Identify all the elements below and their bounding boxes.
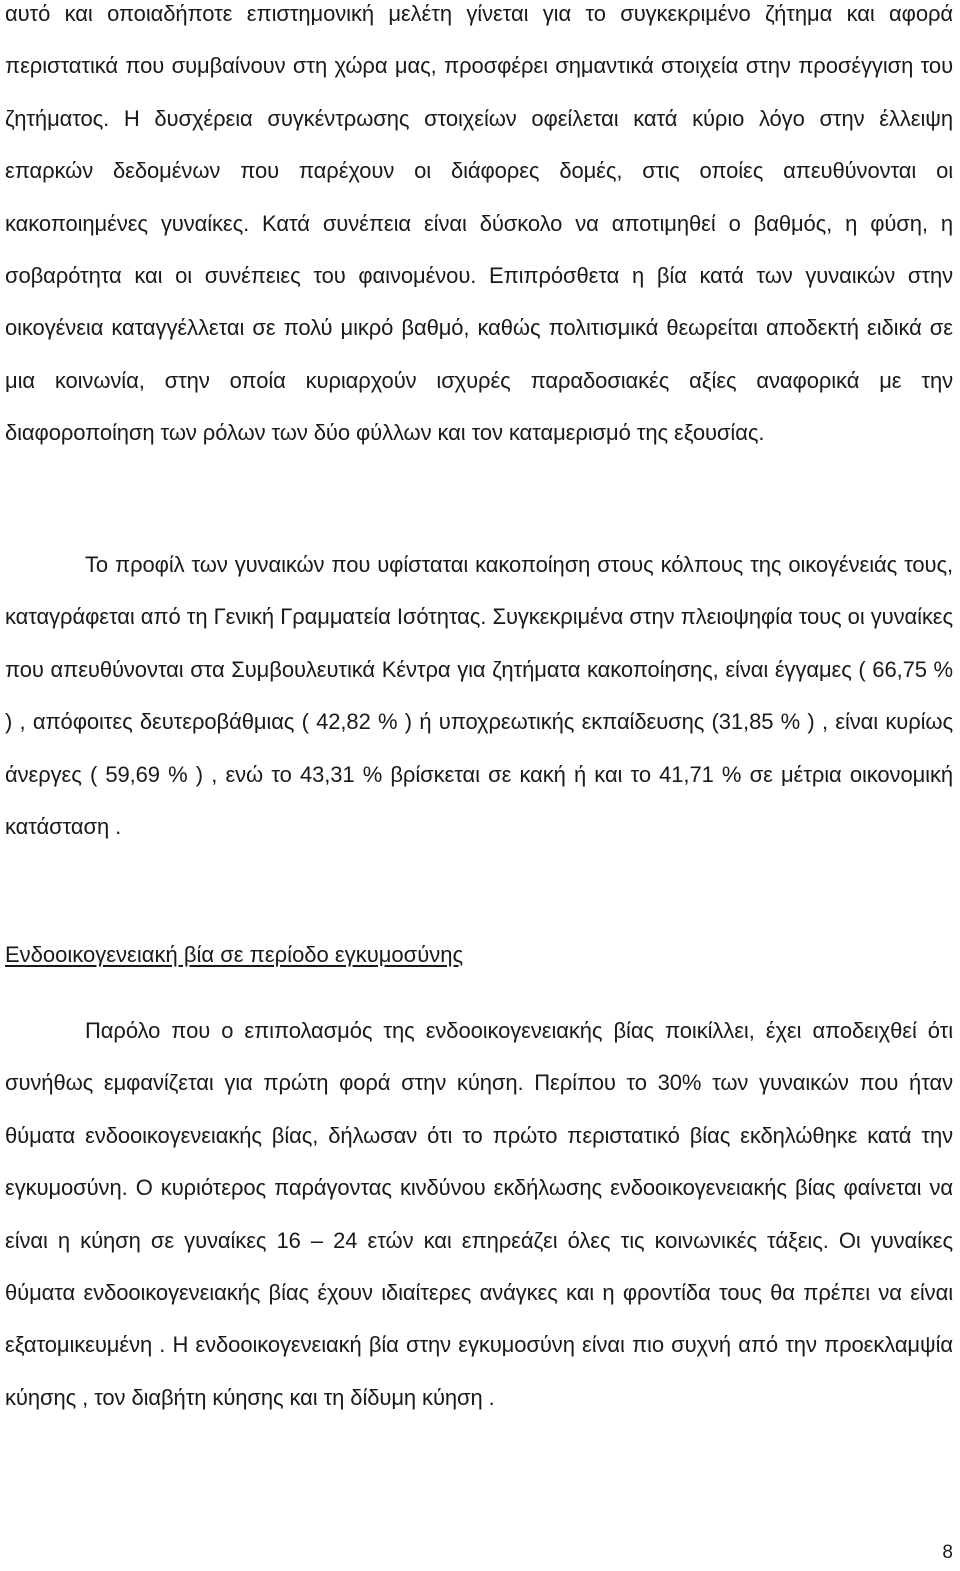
paragraph-victim-profile: Το προφίλ των γυναικών που υφίσταται κακοποίηση στους κόλπους της οικογένειάς τους, καταγράφεται από τη Γενική Γραμματεία Ισότητας. Συγκεκριμένα στην πλειοψηφία τους οι γυναίκες που απευθύνονται στα Συμβουλευτικά Κέντρα για ζητήματα κακοποίησης, είναι έγγαμες ( 66,75 % ) , απόφοιτες δευτεροβάθμιας ( 42,82 % ) ή υποχρεωτικής εκπαίδευσης (31,85 % ) , είναι κυρίως άνεργες ( 59,69 % ) , ενώ το 43,31 % βρίσκεται σε κακή ή και το 41,71 % σε μέτρια οικονομική κατάσταση . [5, 552, 953, 840]
section-heading: Ενδοοικογενειακή βία σε περίοδο εγκυμοσύνης [5, 942, 464, 967]
page-number: 8 [942, 1542, 953, 1563]
paragraph-pregnancy-violence: Παρόλο που ο επιπολασμός της ενδοοικογενειακής βίας ποικίλλει, έχει αποδειχθεί ότι συνήθως εμφανίζεται για πρώτη φορά στην κύηση. Περίπου το 30% των γυναικών που ήταν θύματα ενδοοικογενειακής βίας, δήλωσαν ότι το πρώτο περιστατικό βίας εκδηλώθηκε κατά την εγκυμοσύνη. Ο κυριότερος παράγοντας κινδύνου εκδήλωσης ενδοοικογενειακής βίας φαίνεται να είναι η κύηση σε γυναίκες 16 – 24 ετών και επηρεάζει όλες τις κοινωνικές τάξεις. Οι γυναίκες θύματα ενδοοικογενειακής βίας έχουν ιδιαίτερες ανάγκες και η φροντίδα τους θα πρέπει να είναι εξατομικευμένη . Η ενδοοικογενειακή βία στην εγκυμοσύνη είναι πιο συχνή από την προεκλαμψία κύησης , τον διαβήτη κύησης και τη δίδυμη κύηση . [5, 1018, 953, 1410]
paragraph-intro-continuation: αυτό και οποιαδήποτε επιστημονική μελέτη γίνεται για το συγκεκριμένο ζήτημα και αφορά περιστατικά που συμβαίνουν στη χώρα μας, προσφέρει σημαντικά στοιχεία στην προσέγγιση του ζητήματος. Η δυσχέρεια συγκέντρωσης στοιχείων οφείλεται κατά κύριο λόγο στην έλλειψη επαρκών δεδομένων που παρέχουν οι διάφορες δομές, στις οποίες απευθύνονται οι κακοποιημένες γυναίκες. Κατά συνέπεια είναι δύσκολο να αποτιμηθεί ο βαθμός, η φύση, η σοβαρότητα και οι συνέπειες του φαινομένου. Επιπρόσθετα η βία κατά των γυναικών στην οικογένεια καταγγέλλεται σε πολύ μικρό βαθμό, καθώς πολιτισμικά θεωρείται αποδεκτή ειδικά σε μια κοινωνία, στην οποία κυριαρχούν ισχυρές παραδοσιακές αξίες αναφορικά με την διαφοροποίηση των ρόλων των δύο φύλλων και τον καταμερισμό της εξουσίας. [5, 1, 953, 446]
